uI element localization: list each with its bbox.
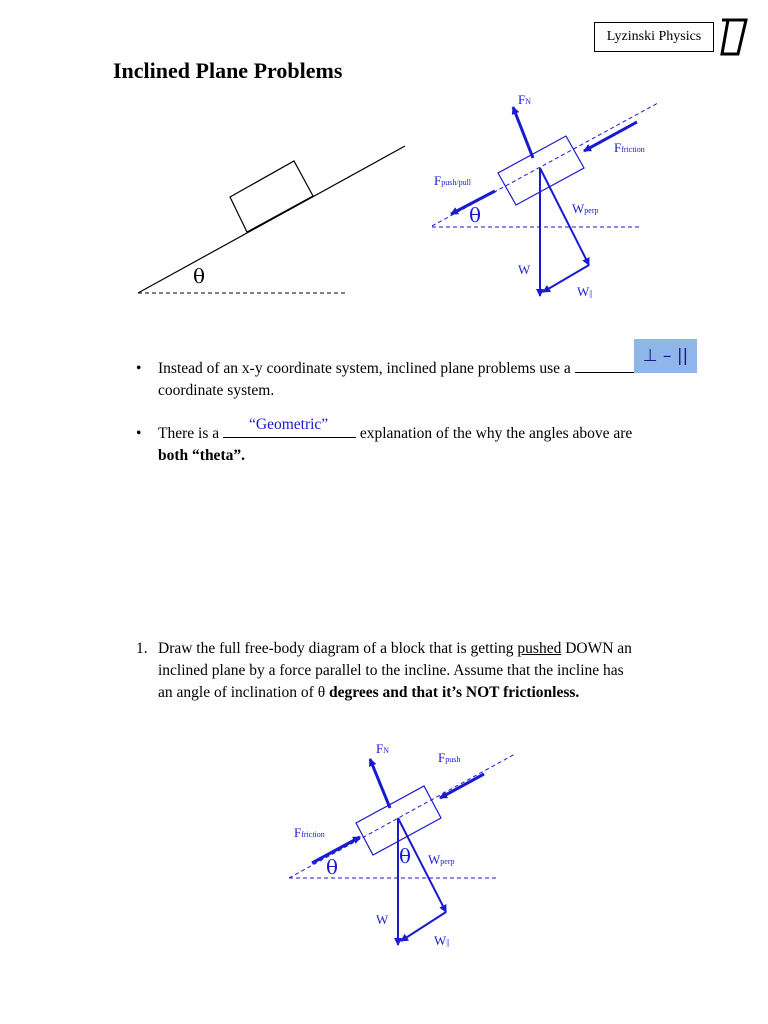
incline-diagram [138,146,405,293]
label-theta-top: θ [469,203,482,227]
normal-force-arrow-bottom [370,759,390,808]
label-w-perp: Wperp [572,201,599,216]
problem-line-3 [158,682,579,704]
label-friction: Ffriction [614,140,645,155]
answer-geometric: “Geometric” [249,416,329,433]
page-title: Inclined Plane Problems [113,58,343,83]
problem-line3-a: an angle of inclination of [158,684,314,701]
bullet1-text-a: Instead of an x-y coordinate system, inclined plane problems use a [158,360,571,377]
problem-number: 1. [136,640,148,657]
block-rectangle [230,161,313,232]
brand-label: Lyzinski Physics [594,22,714,52]
incline-angle-label: θ [193,264,206,288]
problem-line1-b: DOWN an [565,640,632,657]
bullet2-text-b: explanation of the why the angles above are [359,425,633,442]
label-push-bottom: Fpush [438,750,461,765]
problem-line-1 [158,638,632,660]
problem-line3-theta: θ [317,684,326,701]
problem-line3-b: degrees and that it’s NOT frictionless. [329,684,580,701]
label-w-perp-bottom: Wperp [428,852,455,867]
problem-line1-a: Draw the full free-body diagram of a block that is getting [158,640,514,657]
incline-surface [138,146,405,293]
label-w-par-bottom: W|| [434,933,450,948]
label-theta-bottom-2: θ [399,844,412,868]
label-push-pull: Fpush/pull [434,173,472,188]
label-fn-bottom: FN [376,741,390,756]
fbd-labels-bottom [294,741,460,948]
push-force-arrow-bottom [440,774,484,798]
bullet2-text-a: There is a [158,425,220,442]
answer-perp-parallel: ⊥ – || [634,339,697,373]
bullet1-text-b: coordinate system. [158,382,275,399]
fbd-diagram-top [432,103,658,296]
label-friction-bottom: Ffriction [294,825,325,840]
bullet1-blank [575,358,643,373]
problem-line-2: inclined plane by a force parallel to the incline. Assume that the incline has [158,662,624,679]
w-perp-arrow [540,168,589,265]
label-theta-bottom-1: θ [326,855,339,879]
label-w-par: W|| [577,284,593,299]
bullet2-text-c: both “theta”. [158,447,245,464]
bullet-dot: • [136,360,142,377]
label-w: W [518,262,531,277]
label-w-bottom: W [376,912,389,927]
label-fn: FN [518,92,532,107]
normal-force-arrow [513,107,533,158]
bullet-dot: • [136,425,142,442]
problem-line1-underlined: pushed [517,640,562,657]
